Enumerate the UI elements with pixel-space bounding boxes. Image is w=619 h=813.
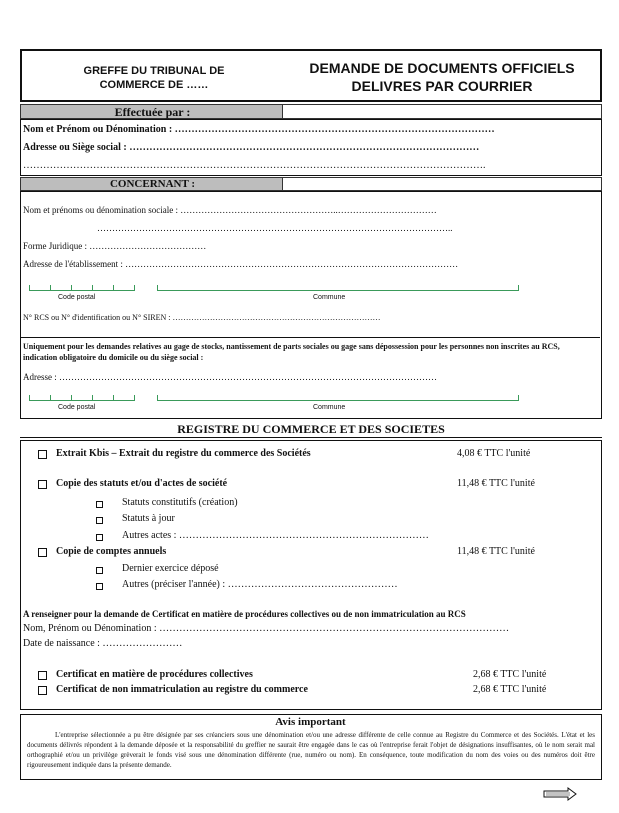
commune-tick <box>518 395 519 401</box>
postal-tick <box>134 285 135 291</box>
company-name-line2[interactable]: ……………………………………………………………………………………………………….. <box>97 223 453 233</box>
postal-tick <box>71 285 72 291</box>
postal-code-label-2: Code postal <box>58 404 96 411</box>
kbis-checkbox[interactable] <box>38 450 47 459</box>
rcs-number-field[interactable]: N° RCS ou N° d'identification ou N° SIREN : …………………………………………………………………… <box>23 313 381 322</box>
requester-address-line2[interactable]: …………………………………………………………………………………………………………………………. <box>23 160 486 171</box>
avis-text: L'entreprise sélectionnée a pu être désignée par ses créanciers sous une dénomination et/ou une adresse différente de celle connue au Registre du Commerce et des Sociétés. L'état et les documents délivrés répondent à la demande déposée et la responsabilité du greffier ne saurait être engagée dans le cas où l'entreprise ferait l'objet de désignations insuffisantes, où le nom serait mal orthographié et/ou un privilège grèverait le fonds visé sous une dénomination différente (rue, numéro ou nom). En conséquence, toute modification du nom des voies ou des numéros doit être rigoureusement indiquée dans la présente demande. <box>27 731 595 769</box>
copie-statuts-checkbox[interactable] <box>38 480 47 489</box>
header-box <box>20 49 602 102</box>
concernant-bar-rule <box>283 177 602 191</box>
commune-tick <box>518 285 519 291</box>
avis-title: Avis important <box>275 716 346 728</box>
commune-label: Commune <box>313 294 346 301</box>
concernant-box <box>20 191 602 419</box>
statuts-constitutifs-checkbox[interactable] <box>96 501 103 508</box>
arrow-right-icon[interactable] <box>542 787 578 801</box>
certificat-note: A renseigner pour la demande de Certificat en matière de procédures collectives ou de non immatriculation au RCS <box>23 609 466 619</box>
statuts-a-jour-label: Statuts à jour <box>122 513 175 524</box>
certificat-non-immat-price: 2,68 € TTC l'unité <box>473 684 547 695</box>
concernant-bar <box>20 177 283 191</box>
certificat-procedures-label: Certificat en matière de procédures collectives <box>56 669 253 680</box>
uniquement-divider <box>21 337 600 338</box>
kbis-label: Extrait Kbis – Extrait du registre du commerce des Sociétés <box>56 448 311 459</box>
certificat-non-immat-label: Certificat de non immatriculation au registre du commerce <box>56 684 308 695</box>
autres-actes-field[interactable]: Autres actes : ………………………………………………………………… <box>122 530 429 541</box>
dernier-exercice-label: Dernier exercice déposé <box>122 563 219 574</box>
postal-code-boxes-2[interactable] <box>29 400 135 401</box>
copie-statuts-price: 11,48 € TTC l'unité <box>457 478 535 489</box>
postal-tick <box>50 395 51 401</box>
postal-tick <box>50 285 51 291</box>
postal-tick <box>29 395 30 401</box>
establishment-address-field[interactable]: Adresse de l'établissement : ………………………………………………………………………………………………… <box>23 259 459 269</box>
page-title-line1: DEMANDE DE DOCUMENTS OFFICIELS <box>309 60 575 76</box>
commune-tick <box>157 395 158 401</box>
effectuee-bar-rule <box>283 104 602 119</box>
postal-tick <box>92 395 93 401</box>
concernant-label: CONCERNANT : <box>109 178 196 190</box>
postal-code-boxes[interactable] <box>29 290 135 291</box>
autres-annee-field[interactable]: Autres (préciser l'année) : …………………………………………… <box>122 579 398 590</box>
page-title-line2: DELIVRES PAR COURRIER <box>351 78 533 94</box>
autres-annee-checkbox[interactable] <box>96 583 103 590</box>
commune-tick <box>157 285 158 291</box>
registre-title: REGISTRE DU COMMERCE ET DES SOCIETES <box>177 422 445 436</box>
greffe-label: GREFFE DU TRIBUNAL DE COMMERCE DE …… <box>83 65 225 91</box>
certificat-name-field[interactable]: Nom, Prénom ou Dénomination : …………………………………………………………………………………………… <box>23 623 510 634</box>
postal-tick <box>113 395 114 401</box>
kbis-price: 4,08 € TTC l'unité <box>457 448 531 459</box>
autres-actes-checkbox[interactable] <box>96 534 103 541</box>
requester-address-field[interactable]: Adresse ou Siège social : …………………………………………………………………………………………… <box>23 142 480 153</box>
postal-tick <box>71 395 72 401</box>
postal-tick <box>134 395 135 401</box>
commune-line-2[interactable] <box>157 400 519 401</box>
uniquement-note: Uniquement pour les demandes relatives au gage de stocks, nantissement de parts sociales ou gage sans dépossession pour les personnes non inscrites au RCS, indication obligatoire du domicile ou du siège social : <box>23 342 560 362</box>
commune-label-2: Commune <box>313 404 346 411</box>
certificat-procedures-price: 2,68 € TTC l'unité <box>473 669 547 680</box>
legal-form-field[interactable]: Forme Juridique : ………………………………… <box>23 241 207 251</box>
postal-tick <box>92 285 93 291</box>
company-name-field[interactable]: Nom et prénoms ou dénomination sociale : ……………………………………………..…………………………… <box>23 205 437 215</box>
certificat-non-immat-checkbox[interactable] <box>38 686 47 695</box>
copie-comptes-label: Copie de comptes annuels <box>56 546 167 557</box>
registre-box <box>20 440 602 710</box>
copie-comptes-checkbox[interactable] <box>38 548 47 557</box>
commune-line[interactable] <box>157 290 519 291</box>
postal-tick <box>113 285 114 291</box>
postal-code-label: Code postal <box>58 294 96 301</box>
copie-comptes-price: 11,48 € TTC l'unité <box>457 546 535 557</box>
copie-statuts-label: Copie des statuts et/ou d'actes de société <box>56 478 228 489</box>
dernier-exercice-checkbox[interactable] <box>96 567 103 574</box>
certificat-procedures-checkbox[interactable] <box>38 671 47 680</box>
effectuee-box <box>20 119 602 176</box>
statuts-constitutifs-label: Statuts constitutifs (création) <box>122 497 238 508</box>
requester-name-field[interactable]: Nom et Prénom ou Dénomination : …………………………………………………………………………………… <box>23 124 495 135</box>
statuts-a-jour-checkbox[interactable] <box>96 517 103 524</box>
registre-title-rule <box>20 437 602 438</box>
effectuee-bar <box>20 104 283 119</box>
postal-tick <box>29 285 30 291</box>
birth-date-field[interactable]: Date de naissance : …………………… <box>23 638 183 649</box>
avis-box <box>20 714 602 780</box>
effectuee-label: Effectuée par : <box>114 105 191 119</box>
address2-field[interactable]: Adresse : ……………………………………………………………………………………………………………… <box>23 372 437 382</box>
